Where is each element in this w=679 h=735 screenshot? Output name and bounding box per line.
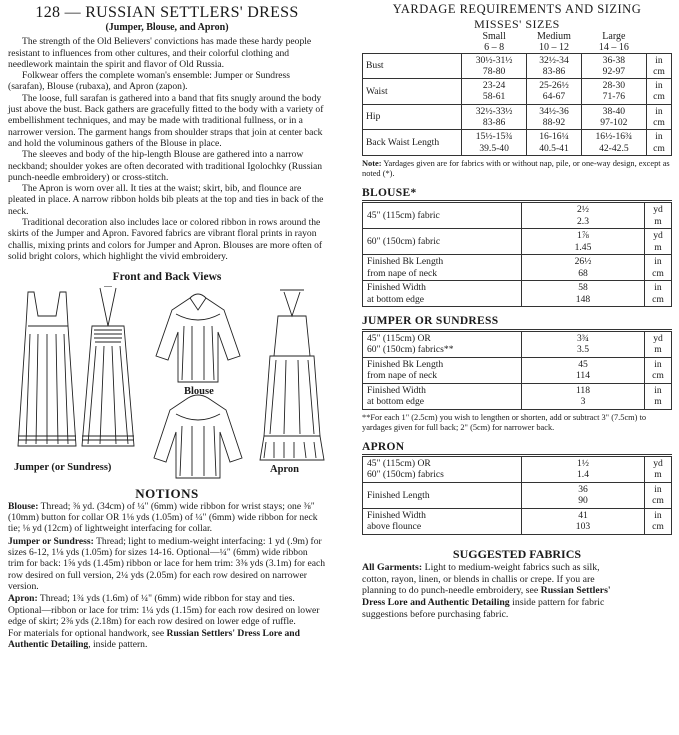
table-row: Hip 32½-33½ 83-86 34½-36 88-92 38-40 97-102 in cm	[363, 104, 672, 130]
table-row: Finished Bk Length from nape of neck 26½ 68 in cm	[363, 255, 672, 281]
page-title: 128 — RUSSIAN SETTLERS' DRESS	[35, 4, 299, 21]
blouse-front-drawing	[156, 294, 240, 382]
table-row: Finished Width at bottom edge 58 148 in cm	[363, 281, 672, 307]
table-row: Finished Length 36 90 in cm	[363, 482, 672, 508]
table-row: 45" (115cm) fabric 2½ 2.3 yd m	[363, 203, 672, 229]
sizing-table	[362, 31, 672, 156]
sizing-note: Note: Yardages given are for fabrics with or without nap, pile, or one-way design, except as noted (*).	[362, 158, 670, 178]
table-row: Back Waist Length 15½-15¾ 39.5-40 16-16¼ 40.5-41 16½-16¾ 42-42.5 in cm	[363, 130, 672, 156]
table-row: Finished Width at bottom edge 118 3 in m	[363, 383, 672, 409]
table-row: Waist 23-24 58-61 25-26½ 64-67 28-30 71-76 in cm	[363, 79, 672, 105]
blouse-label: Blouse	[184, 385, 214, 397]
description-paragraph: The sleeves and body of the hip-length Blouse are gathered into a narrow neckband; shoulder yokes are often decorated with traditional Igolochky (Russian punch-needle embroidery) or cross-stitch.	[8, 149, 323, 183]
jumper-heading: JUMPER OR SUNDRESS	[362, 316, 672, 329]
description-paragraph: The strength of the Old Believers' convictions has made these hardy people resistant to influences from other cultures, and their colorful clothing and needlework maintain the spirit and flavor of Old Russia.	[8, 36, 312, 70]
blouse-table	[362, 202, 672, 307]
apron-label: Apron	[270, 463, 299, 475]
misses-sizes-title: MISSES' SIZES	[474, 17, 560, 32]
blouse-heading: BLOUSE*	[362, 188, 672, 201]
jumper-label: Jumper (or Sundress)	[14, 461, 112, 473]
page-subtitle: (Jumper, Blouse, and Apron)	[105, 22, 229, 33]
description-paragraph: Traditional decoration also includes lace or colored ribbon in rows around the skirts of the Jumper and Apron. Favored fabrics are vibrant floral prints in rayon challis, mixing prints and colors for Jumper and Apron. Blouses are more often of solid bright colors, which highlight the vivid embroidery.	[8, 217, 323, 262]
apron-heading: APRON	[362, 442, 672, 455]
size-header: Large 14 – 16	[598, 30, 629, 53]
apron-drawing	[260, 290, 324, 460]
description-paragraph: The loose, full sarafan is gathered into a band that fits snugly around the body just above the bust. Back gathers are gracefully fitted to the body with a variety of embellishment techniques, and may be made with traditional fullness, or in a narrower version. The garment hangs from shoulder straps that join at center back and hold the voluminous gathers of the Blouse in place.	[8, 92, 324, 149]
table-row: 60" (150cm) fabric 1⅞ 1.45 yd m	[363, 229, 672, 255]
notions-list	[8, 501, 326, 651]
table-row: Finished Width above flounce 41 103 in cm	[363, 508, 672, 534]
jumper-back-drawing	[82, 286, 134, 446]
fabrics-text: All Garments: Light to medium-weight fabrics such as silk, cotton, rayon, linen, or blends in challis or crepe. If you are planning to do punch-needle embroidery, see Russian Settlers' Dress Lore and Authentic Detailing inside pattern for fabric suggestions before purchasing fabric.	[362, 562, 611, 620]
notion-handwork: For materials for optional handwork, see Russian Settlers' Dress Lore and Authentic Detailing, inside pattern.	[8, 628, 300, 651]
size-header: Small 6 – 8	[482, 30, 506, 53]
yardage-title: YARDAGE REQUIREMENTS AND SIZING	[392, 2, 642, 16]
notion-jumper: Jumper or Sundress: Thread; light to medium-weight interfacing: 1 yd (.9m) for sizes 6-12, 1⅛ yds (1.05m) for sizes 14-16. Optional—¼" (6mm) wide ribbon trim for back: 1⅝ yds (1.45m) ribbon or lace for hem trim: 3⅜ yds (3.1m) for each row desired on full version, 2¼ yds (2.05m) for each row desired on narrower version.	[8, 535, 326, 592]
views-heading: Front and Back Views	[112, 271, 222, 284]
description-paragraph: Folkwear offers the complete woman's ensemble: Jumper or Sundress (sarafan), Blouse (rubaxa), and Apron (zapon).	[8, 70, 290, 93]
garment-drawing	[8, 286, 326, 484]
jumper-front-drawing	[18, 292, 76, 446]
table-row: Bust 30½-31½ 78-80 32½-34 83-86 36-38 92-97 in cm	[363, 53, 672, 79]
blouse-back-drawing	[154, 395, 242, 478]
table-row: 45" (115cm) OR 60" (150cm) fabrics 1½ 1.4 yd m	[363, 456, 672, 482]
notion-blouse: Blouse: Thread; ⅜ yd. (34cm) of ¼" (6mm) wide ribbon for wrist stays; one ⅜" (10mm) button for collar OR 1⅛ yds (1.05m) of ¼" (6mm) wide ribbon for neck tie; ⅛ yd (12cm) of lightweight interfacing for collar.	[8, 500, 318, 535]
size-header: Medium 10 – 12	[537, 30, 571, 53]
table-row: 45" (115cm) OR 60" (150cm) fabrics** 3¾ 3.5 yd m	[363, 331, 672, 357]
garment-illustrations	[8, 286, 326, 484]
fabrics-heading: SUGGESTED FABRICS	[452, 546, 582, 561]
description	[8, 36, 326, 262]
apron-table	[362, 456, 672, 535]
left-column	[8, 4, 326, 652]
jumper-table	[362, 331, 672, 410]
table-row: Finished Bk Length from nape of neck 45 114 in cm	[363, 357, 672, 383]
notions-heading: NOTIONS	[135, 485, 199, 501]
description-paragraph: The Apron is worn over all. It ties at the waist; skirt, bib, and flounce are pleated in place. A narrow ribbon holds bib pleats at the top and ties in back of the neck.	[8, 183, 324, 217]
notion-apron: Apron: Thread; 1¾ yds (1.6m) of ¼" (6mm) wide ribbon for stay and ties. Optional—ribbon or lace for trim: 1¼ yds (1.15m) for each row desired on lower edge of skirt; 2⅜ yds (2.18m) for each row desired on lower edge of ruffle.	[8, 593, 320, 627]
right-column	[362, 4, 672, 620]
jumper-footnote: **For each 1" (2.5cm) you wish to lengthen or shorten, add or subtract 3" (7.5cm) to yardages given for full back; 2" (5cm) for narrower back.	[362, 412, 647, 432]
